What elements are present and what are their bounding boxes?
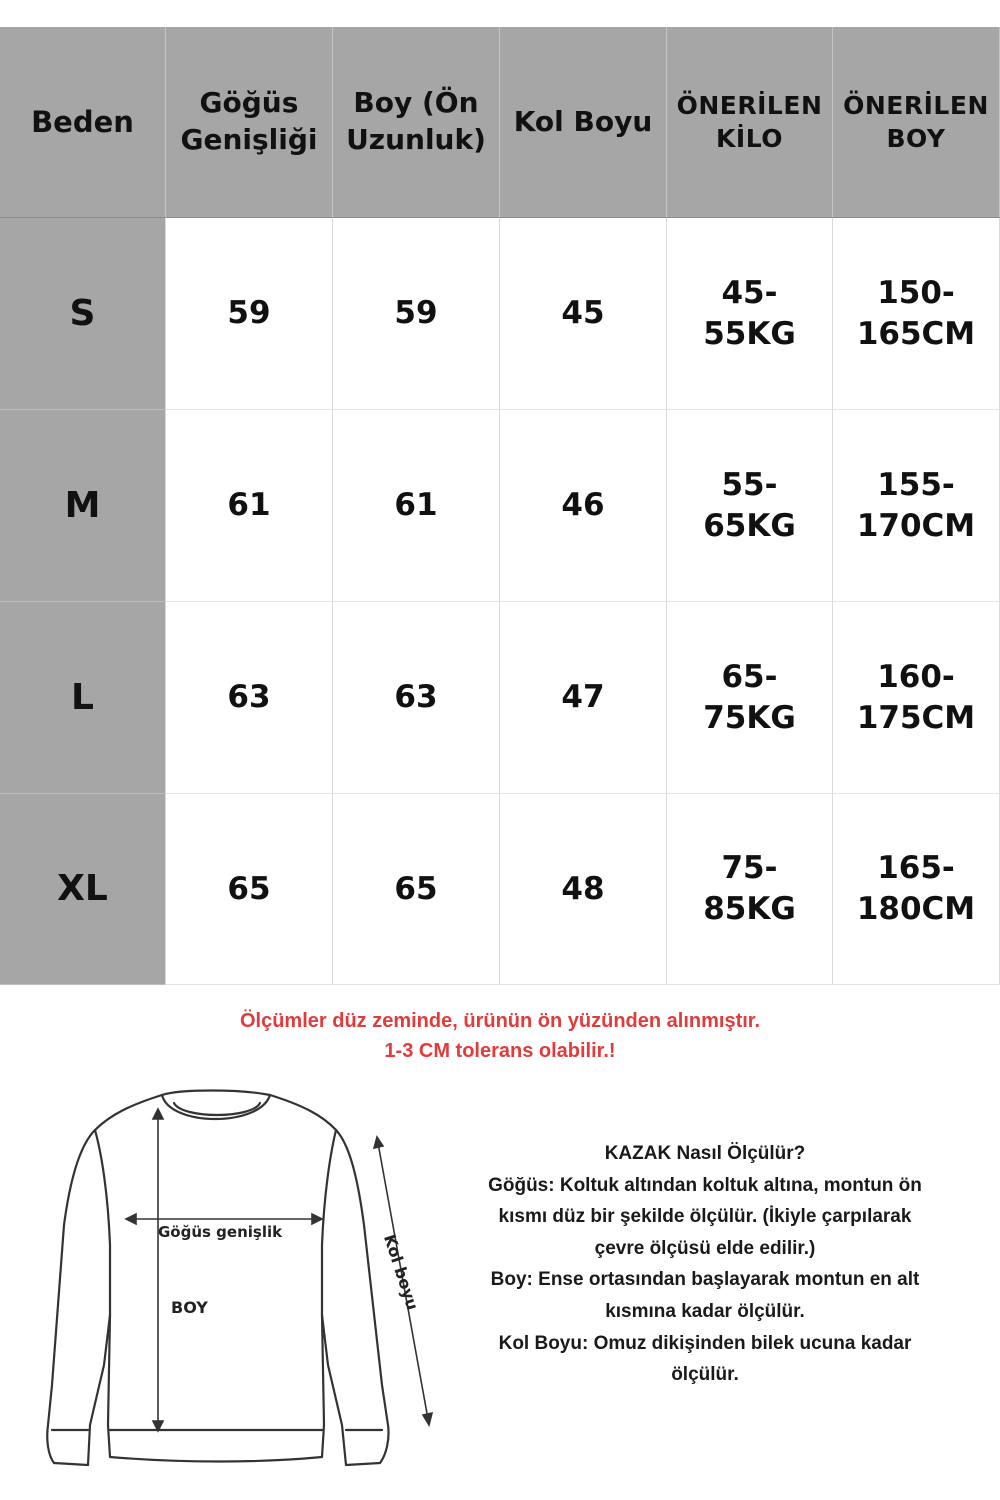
header-label: Kol Boyu <box>513 104 653 138</box>
header-length <box>333 27 500 218</box>
howto-line: Kol Boyu: Omuz dikişinden bilek ucuna kadar <box>498 1332 912 1354</box>
height-from: 150- <box>877 274 955 311</box>
height-to: 175CM <box>856 699 976 736</box>
sleeve-cell: 48 <box>500 794 667 985</box>
howto-line: ölçülür. <box>671 1364 739 1386</box>
howto-line: çevre ölçüsü elde edilir.) <box>594 1237 816 1259</box>
sleeve-cell: 47 <box>500 602 667 794</box>
header-sleeve <box>500 27 667 218</box>
size-chart-table <box>0 27 1000 985</box>
chest-cell: 63 <box>166 602 333 794</box>
weight-from: 55- <box>721 466 778 503</box>
header-weight <box>667 27 833 218</box>
weight-to: 85KG <box>703 891 796 927</box>
length-cell: 61 <box>333 410 500 602</box>
sweater-diagram-icon <box>30 1085 450 1485</box>
chest-width-label: Göğüs genişlik <box>158 1223 283 1241</box>
howto-line: kısmına kadar ölçülür. <box>605 1300 805 1322</box>
chest-cell: 65 <box>166 794 333 985</box>
weight-cell <box>667 218 833 410</box>
length-cell: 65 <box>333 794 500 985</box>
height-cell <box>833 602 1000 794</box>
header-label: Beden <box>31 104 134 139</box>
size-cell: L <box>0 602 166 794</box>
height-from: 155- <box>877 466 955 503</box>
height-to: 180CM <box>856 891 976 927</box>
note-line: Ölçümler düz zeminde, ürünün ön yüzünden alınmıştır. <box>239 1010 761 1032</box>
size-cell: S <box>0 218 166 410</box>
height-to: 170CM <box>856 507 976 544</box>
weight-to: 75KG <box>703 699 796 736</box>
header-chest <box>166 27 333 218</box>
header-label: Boy (Ön <box>353 86 479 120</box>
header-label: Uzunluk) <box>346 123 486 156</box>
measurement-note <box>0 1006 1000 1066</box>
height-cell <box>833 410 1000 602</box>
header-height <box>833 27 1000 218</box>
height-to: 165CM <box>856 315 976 352</box>
weight-cell <box>667 794 833 985</box>
weight-cell <box>667 602 833 794</box>
header-label: BOY <box>886 124 946 153</box>
howto-title: KAZAK Nasıl Ölçülür? <box>604 1143 806 1164</box>
height-cell <box>833 794 1000 985</box>
sleeve-cell: 45 <box>500 218 667 410</box>
header-beden <box>0 27 166 218</box>
howto-line: Boy: Ense ortasından başlayarak montun en alt <box>490 1269 920 1291</box>
weight-from: 45- <box>721 274 778 311</box>
header-label: Genişliği <box>180 123 318 156</box>
note-line: 1-3 CM tolerans olabilir.! <box>384 1040 616 1062</box>
chest-cell: 61 <box>166 410 333 602</box>
sleeve-length-label: Kol boyu <box>379 1232 423 1313</box>
weight-cell <box>667 410 833 602</box>
height-from: 160- <box>877 658 955 695</box>
weight-from: 75- <box>721 850 778 887</box>
size-cell: M <box>0 410 166 602</box>
weight-to: 55KG <box>703 315 796 352</box>
height-cell <box>833 218 1000 410</box>
length-cell: 59 <box>333 218 500 410</box>
how-to-measure <box>455 1138 955 1391</box>
length-cell: 63 <box>333 602 500 794</box>
size-cell: XL <box>0 794 166 985</box>
sleeve-cell: 46 <box>500 410 667 602</box>
howto-line: kısmı düz bir şekilde ölçülür. (İkiyle çarpılarak <box>498 1206 912 1228</box>
weight-to: 65KG <box>703 507 796 544</box>
chest-cell: 59 <box>166 218 333 410</box>
header-label: KİLO <box>716 124 783 153</box>
weight-from: 65- <box>721 658 778 695</box>
header-label: ÖNERİLEN <box>843 91 989 120</box>
howto-line: Göğüs: Koltuk altından koltuk altına, montun ön <box>488 1174 922 1196</box>
header-label: ÖNERİLEN <box>676 91 823 120</box>
length-label: BOY <box>171 1298 208 1317</box>
height-from: 165- <box>877 850 955 887</box>
header-label: Göğüs <box>199 86 299 120</box>
